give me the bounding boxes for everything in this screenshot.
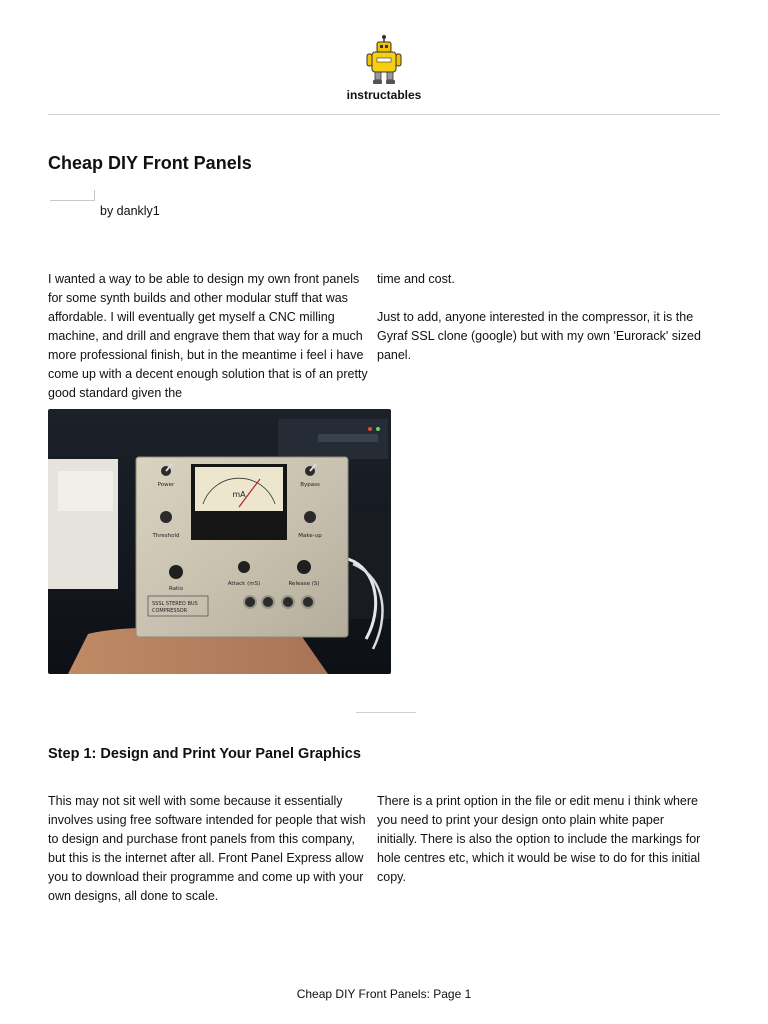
site-name[interactable]: instructables — [346, 88, 422, 102]
intro-paragraph-col2-1: time and cost. — [377, 272, 455, 286]
meter-label: mA — [232, 490, 246, 499]
intro-paragraph-col2-2: Just to add, anyone interested in the compressor, it is the Gyraf SSL clone (google) but with my own 'Eurorack' sized panel. — [377, 310, 701, 362]
knob-label-attack: Attack (mS) — [227, 581, 261, 587]
header-divider — [48, 114, 720, 115]
knob-label-bypass: Bypass — [300, 482, 320, 488]
compressor-photo[interactable] — [48, 409, 391, 674]
intro-col2 — [377, 270, 707, 365]
knob-label-ratio: Ratio — [168, 586, 184, 592]
step-1-paragraph-col1: This may not sit well with some because it essentially involves using free software intended for people that wish to design and purchase front panels from this company, but this is the internet after all. Front Panel Express allow you to download their programme and come up with your own designs, all done to scale. — [48, 794, 366, 903]
author-byline[interactable]: by dankly1 — [100, 204, 160, 218]
intro-paragraph-col1: I wanted a way to be able to design my own front panels for some synth builds and other modular stuff that was affordable. I will eventually get myself a CNC milling machine, and drill and engrave them that way for a much more professional finish, but in the meantime i feel i have come up with a decent enough solution that is of an pretty good standard given the — [48, 272, 368, 400]
plate-line-2: COMPRESSOR — [152, 608, 188, 614]
knob-label-threshold: Threshold — [152, 533, 180, 539]
step-1-paragraph-col2: There is a print option in the file or edit menu i think where you need to print your design onto plain white paper initially. There is also the option to include the markings for hole centres etc, which it would be wise to do for this initial copy. — [377, 794, 701, 884]
plate-line-1: SSSL STEREO BUS — [152, 601, 198, 607]
section-divider — [356, 712, 416, 713]
page-footer: Cheap DIY Front Panels: Page 1 — [296, 987, 472, 1001]
knob-label-power: Power — [157, 482, 175, 488]
knob-label-makeup: Make-up — [298, 533, 322, 539]
author-avatar — [50, 190, 95, 201]
page-title: Cheap DIY Front Panels — [48, 153, 252, 173]
instructables-robot-icon[interactable] — [360, 34, 408, 86]
knob-label-release: Release (S) — [288, 581, 320, 587]
step-1-title: Step 1: Design and Print Your Panel Graphics — [48, 746, 361, 762]
